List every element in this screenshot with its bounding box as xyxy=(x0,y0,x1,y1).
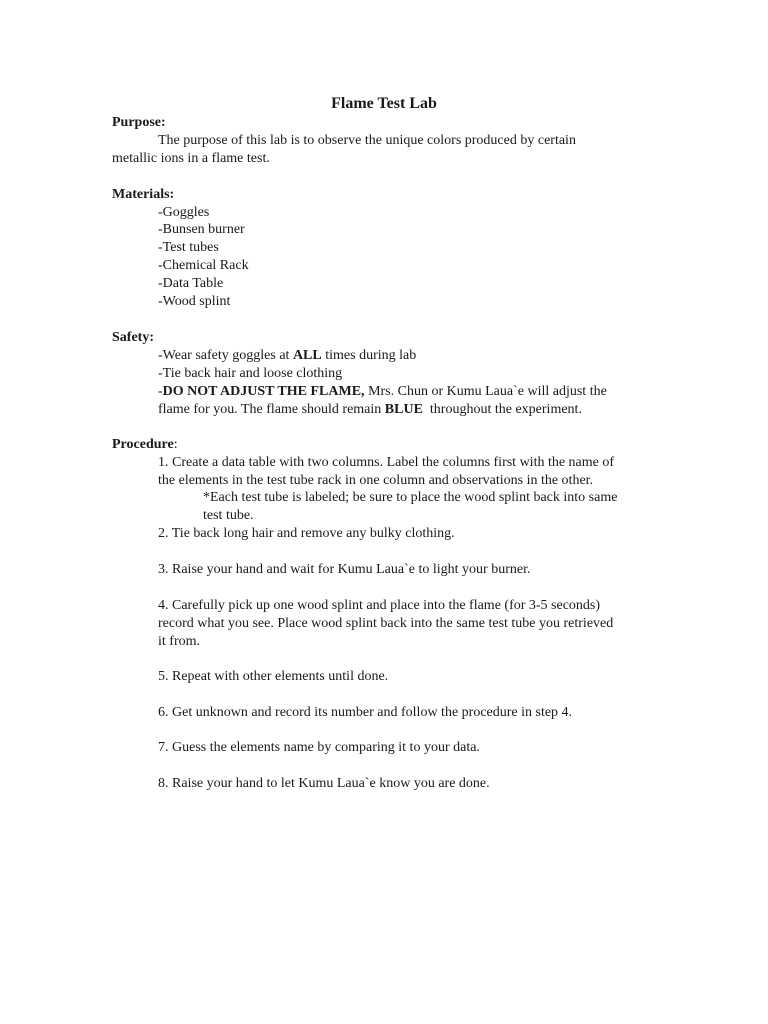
materials-item: -Wood splint xyxy=(158,294,231,309)
procedure-step-4-line-2: record what you see. Place wood splint back into the same test tube you retrieved xyxy=(158,616,614,631)
procedure-heading xyxy=(112,437,178,453)
materials-item: -Chemical Rack xyxy=(158,258,249,273)
procedure-step-1-line-1: 1. Create a data table with two columns. Label the columns first with the name of xyxy=(158,455,615,470)
purpose-text-line-1: The purpose of this lab is to observe the unique colors produced by certain xyxy=(158,133,576,148)
procedure-heading-colon: : xyxy=(173,437,178,452)
procedure-step-5: 5. Repeat with other elements until done. xyxy=(158,669,389,684)
safety-item-hair: -Tie back hair and loose clothing xyxy=(158,366,343,381)
safety-item-flame-line-2 xyxy=(158,402,582,418)
purpose-text-line-2: metallic ions in a flame test. xyxy=(112,151,270,166)
safety-text: - xyxy=(158,384,163,399)
safety-text: Mrs. Chun or Kumu Laua`e will adjust the xyxy=(364,384,607,399)
document-title: Flame Test Lab xyxy=(331,95,437,112)
procedure-step-3: 3. Raise your hand and wait for Kumu Laua`e to light your burner. xyxy=(158,562,531,577)
safety-item-goggles xyxy=(158,348,416,364)
safety-text: throughout the experiment. xyxy=(422,402,582,417)
procedure-heading-text: Procedure xyxy=(112,437,174,452)
purpose-heading: Purpose: xyxy=(112,115,166,130)
safety-heading: Safety: xyxy=(112,330,154,345)
materials-item: -Bunsen burner xyxy=(158,222,245,237)
safety-text: -Wear safety goggles at xyxy=(158,348,293,363)
safety-emphasis: ALL xyxy=(292,348,322,363)
procedure-step-4-line-1: 4. Carefully pick up one wood splint and place into the flame (for 3-5 seconds) xyxy=(158,598,601,613)
materials-item: -Data Table xyxy=(158,276,224,291)
procedure-step-1-note-line-2: test tube. xyxy=(203,508,254,523)
materials-item: -Goggles xyxy=(158,205,210,220)
procedure-step-2: 2. Tie back long hair and remove any bulky clothing. xyxy=(158,526,455,541)
materials-item: -Test tubes xyxy=(158,240,219,255)
materials-heading: Materials: xyxy=(112,187,175,202)
safety-emphasis: BLUE xyxy=(384,402,423,417)
safety-item-flame xyxy=(158,384,607,400)
safety-text: flame for you. The flame should remain xyxy=(158,402,385,417)
procedure-step-1-note-line-1: *Each test tube is labeled; be sure to place the wood splint back into same xyxy=(203,490,618,505)
procedure-step-1-line-2: the elements in the test tube rack in one column and observations in the other. xyxy=(158,473,594,488)
safety-emphasis: DO NOT ADJUST THE FLAME, xyxy=(162,384,365,399)
procedure-step-7: 7. Guess the elements name by comparing it to your data. xyxy=(158,740,480,755)
procedure-step-4-line-3: it from. xyxy=(158,634,200,649)
safety-text: times during lab xyxy=(321,348,417,363)
procedure-step-8: 8. Raise your hand to let Kumu Laua`e know you are done. xyxy=(158,776,490,791)
procedure-step-6: 6. Get unknown and record its number and follow the procedure in step 4. xyxy=(158,705,573,720)
